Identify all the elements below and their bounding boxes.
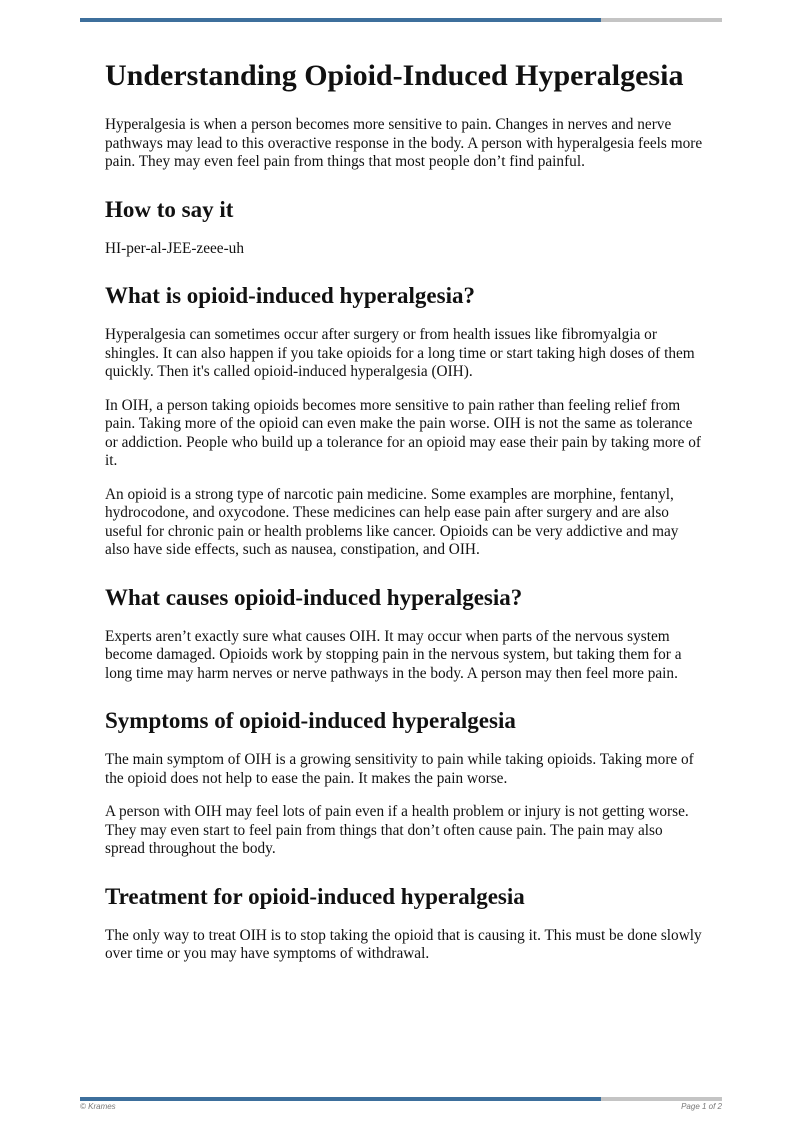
pronunciation: HI-per-al-JEE-zeee-uh <box>105 239 244 257</box>
document-body <box>105 57 705 979</box>
copyright-text: © Krames <box>80 1102 116 1111</box>
bottom-rule <box>80 1097 722 1101</box>
top-rule-secondary <box>601 18 722 22</box>
section-what-is <box>105 282 705 560</box>
page-footer <box>80 1102 722 1111</box>
section-causes <box>105 584 705 684</box>
section-heading: How to say it <box>105 196 234 222</box>
top-rule <box>80 18 722 22</box>
paragraph: The main symptom of OIH is a growing sensitivity to pain while taking opioids. Taking more of the opioid does not help to ease the pain. It makes the pain worse. <box>105 751 694 787</box>
section-heading: What causes opioid-induced hyperalgesia? <box>105 584 523 610</box>
section-treatment <box>105 883 705 964</box>
paragraph: Hyperalgesia can sometimes occur after surgery or from health issues like fibromyalgia or shingles. It can also happen if you take opioids for a long time or start taking high doses of them quickly. Then it's called opioid-induced hyperalgesia (OIH). <box>105 326 695 380</box>
section-symptoms <box>105 707 705 859</box>
section-heading: Treatment for opioid-induced hyperalgesia <box>105 883 525 909</box>
section-heading: Symptoms of opioid-induced hyperalgesia <box>105 708 516 733</box>
page-number: Page 1 of 2 <box>681 1102 722 1111</box>
bottom-rule-secondary <box>601 1097 722 1101</box>
top-rule-primary <box>80 18 601 22</box>
paragraph: In OIH, a person taking opioids becomes more sensitive to pain rather than feeling relief from pain. Taking more of the opioid can even make the pain worse. OIH is not the same as tolerance or addiction. People who build up a tolerance for an opioid may ease their pain by taking more of it. <box>105 396 701 469</box>
paragraph: A person with OIH may feel lots of pain even if a health problem or injury is not getting worse. They may even start to feel pain from things that don’t often cause pain. The pain may also spread throughout the body. <box>105 803 689 857</box>
bottom-rule-primary <box>80 1097 601 1101</box>
intro-paragraph: Hyperalgesia is when a person becomes more sensitive to pain. Changes in nerves and nerve pathways may lead to this overactive response in the body. A person with hyperalgesia feels more pain. They may even feel pain from things that most people don’t find painful. <box>105 116 703 170</box>
section-how-to-say-it <box>105 196 705 259</box>
paragraph: The only way to treat OIH is to stop taking the opioid that is causing it. This must be done slowly over time or you may have symptoms of withdrawal. <box>105 926 702 962</box>
paragraph: An opioid is a strong type of narcotic pain medicine. Some examples are morphine, fentanyl, hydrocodone, and oxycodone. These medicines can help ease pain after surgery and are also useful for chronic pain or health problems like cancer. Opioids can be very addictive and may also have side effects, such as nausea, constipation, and OIH. <box>105 485 679 558</box>
section-heading: What is opioid-induced hyperalgesia? <box>105 283 475 308</box>
page-title: Understanding Opioid-Induced Hyperalgesia <box>105 59 684 92</box>
paragraph: Experts aren’t exactly sure what causes OIH. It may occur when parts of the nervous system become damaged. Opioids work by stopping pain in the nervous system, but taking them for a long time may harm nerves or nerve pathways in the body. A person may then feel more pain. <box>105 627 682 682</box>
